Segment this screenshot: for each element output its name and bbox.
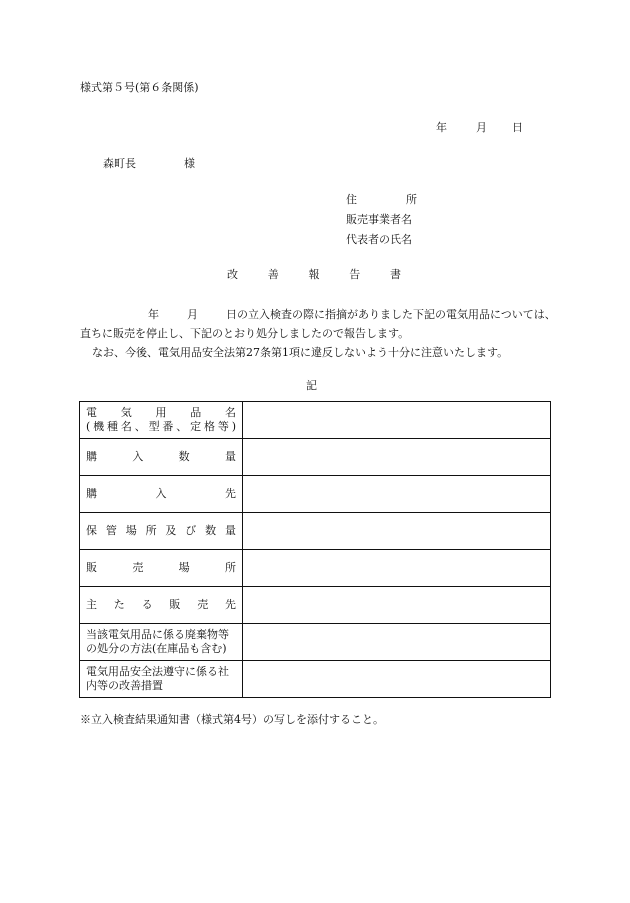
row-label [80, 661, 243, 698]
date-day: 日 [512, 121, 523, 134]
table-row [80, 661, 551, 698]
row-label [80, 439, 243, 476]
sender-block [346, 193, 417, 253]
form-number-label: 様式第５号(第６条関係) [80, 81, 199, 94]
table-row [80, 513, 551, 550]
date-month: 月 [476, 121, 487, 134]
body-year: 年 [148, 308, 159, 321]
row-label-line: 内等の改善措置 [86, 679, 163, 692]
ki-heading: 記 [306, 379, 317, 392]
body-paragraph-1-text: 日の立入検査の際に指摘がありました下記の電気用品については、直ちに販売を停止し、下記のとおり処分しましたので報告します。 [80, 308, 556, 340]
row-label-line: 購入先 [86, 487, 236, 500]
representative-label: 代表者の氏名 [346, 233, 412, 246]
row-label-line: 電気用品安全法遵守に係る社 [86, 665, 229, 678]
row-value-field[interactable] [243, 550, 551, 587]
row-label [80, 624, 243, 661]
row-label [80, 476, 243, 513]
table-row [80, 624, 551, 661]
addressee-name: 森町長 [103, 157, 136, 170]
row-label-line: (機種名、型番、定格等) [86, 420, 236, 433]
row-value-field[interactable] [243, 476, 551, 513]
date-year: 年 [436, 121, 447, 134]
row-value-field[interactable] [243, 661, 551, 698]
row-value-field[interactable] [243, 624, 551, 661]
row-label [80, 402, 243, 439]
row-label [80, 550, 243, 587]
row-label-line: 保管場所及び数量 [86, 524, 236, 537]
row-label-line: 販売場所 [86, 561, 236, 574]
row-value-field[interactable] [243, 587, 551, 624]
addressee-honorific: 様 [184, 157, 195, 170]
row-label-line: の処分の方法(在庫品も含む) [86, 642, 227, 655]
row-label-line: 主たる販売先 [86, 598, 236, 611]
table-row [80, 439, 551, 476]
document-title: 改善報告書 [227, 268, 401, 281]
address-label: 住 所 [346, 193, 417, 206]
body-text [80, 305, 560, 362]
row-label-line: 購入数量 [86, 450, 236, 463]
row-value-field[interactable] [243, 513, 551, 550]
attachment-note: ※立入検査結果通知書（様式第4号）の写しを添付すること。 [80, 713, 384, 726]
body-paragraph-1 [80, 305, 560, 343]
table-row [80, 402, 551, 439]
row-label [80, 587, 243, 624]
table-row [80, 550, 551, 587]
business-name-label: 販売事業者名 [346, 213, 412, 226]
row-label-line: 当該電気用品に係る廃棄物等 [86, 628, 229, 641]
row-value-field[interactable] [243, 439, 551, 476]
table-row [80, 476, 551, 513]
row-label [80, 513, 243, 550]
row-label-line: 電気用品名 [86, 406, 236, 419]
table-row [80, 587, 551, 624]
row-value-field[interactable] [243, 402, 551, 439]
body-month: 月 [187, 308, 198, 321]
report-table [79, 401, 551, 698]
body-paragraph-2: なお、今後、電気用品安全法第27条第1項に違反しないよう十分に注意いたします。 [92, 346, 509, 359]
